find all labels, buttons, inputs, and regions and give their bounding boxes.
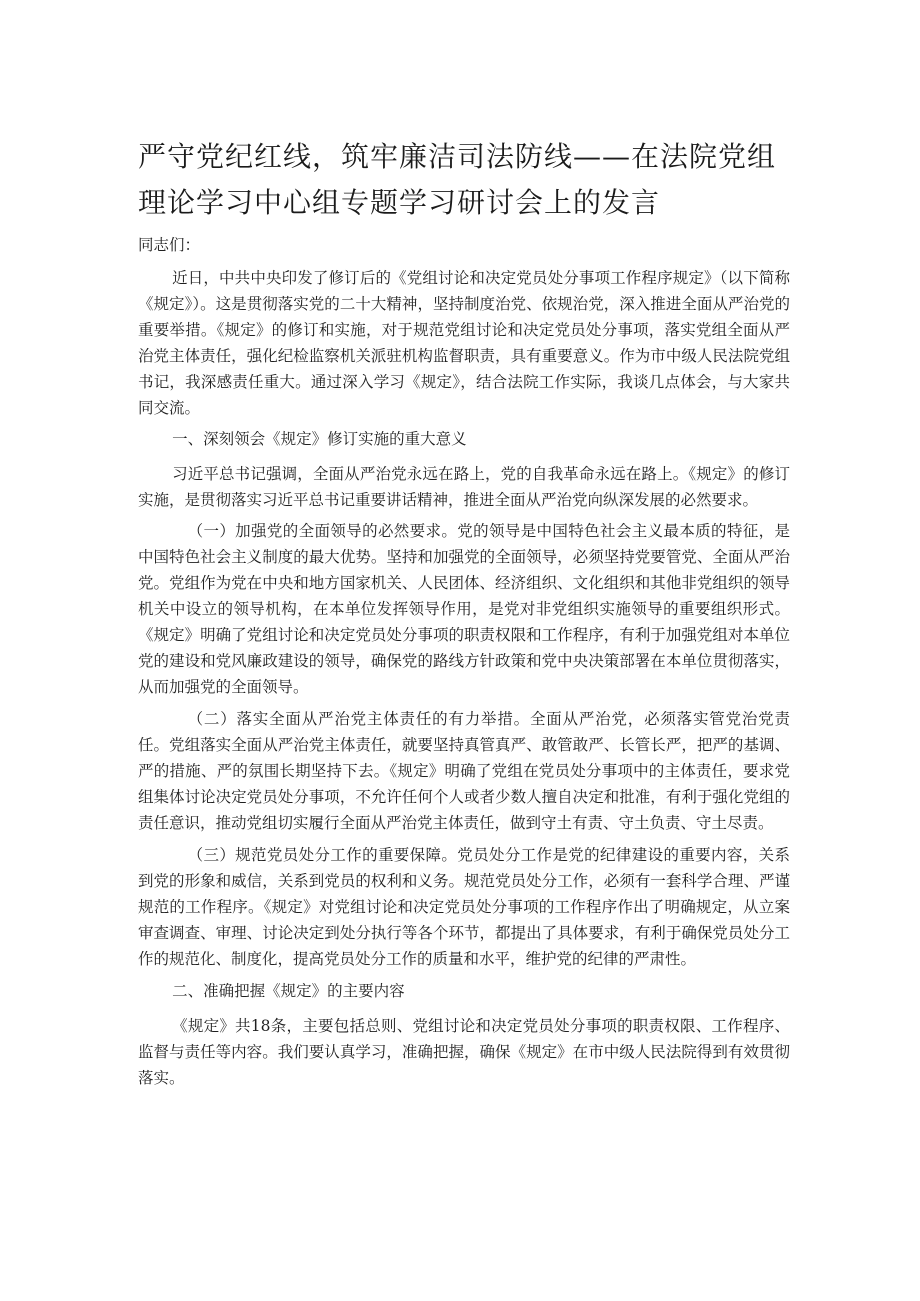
document-body <box>138 232 790 1096</box>
intro-paragraph: 近日，中共中央印发了修订后的《党组讨论和决定党员处分事项工作程序规定》（以下简称《规定》）。这是贯彻落实党的二十大精神，坚持制度治党、依规治党，深入推进全面从严治党的重要举措。《规定》的修订和实施，对于规范党组讨论和决定党员处分事项，落实党组全面从严治党主体责任，强化纪检监察机关派驻机构监督职责，具有重要意义。作为市中级人民法院党组书记，我深感责任重大。通过深入学习《规定》，结合法院工作实际，我谈几点体会，与大家共同交流。 <box>138 269 790 417</box>
section-heading-2: 二、准确把握《规定》的主要内容 <box>172 982 405 1000</box>
section-heading-1: 一、深刻领会《规定》修订实施的重大意义 <box>172 430 467 448</box>
document-title: 严守党纪红线，筑牢廉洁司法防线——在法院党组理论学习中心组专题学习研讨会上的发言 <box>138 140 777 219</box>
subsection-1-paragraph: （一）加强党的全面领导的必然要求。党的领导是中国特色社会主义最本质的特征，是中国特色社会主义制度的最大优势。坚持和加强党的全面领导，必须坚持党要管党、全面从严治党。党组作为党在中央和地方国家机关、人民团体、经济组织、文化组织和其他非党组织的领导机关中设立的领导机构，在本单位发挥领导作用，是党对非党组织实施领导的重要组织形式。《规定》明确了党组讨论和决定党员处分事项的职责权限和工作程序，有利于加强党组对本单位党的建设和党风廉政建设的领导，确保党的路线方针政策和党中央决策部署在本单位贯彻落实，从而加强党的全面领导。 <box>138 522 790 696</box>
subsection-3-paragraph: （三）规范党员处分工作的重要保障。党员处分工作是党的纪律建设的重要内容，关系到党的形象和威信，关系到党员的权利和义务。规范党员处分工作，必须有一套科学合理、严谨规范的工作程序。《规定》对党组讨论和决定党员处分事项的工作程序作出了明确规定，从立案审查调查、审理、讨论决定到处分执行等各个环节，都提出了具体要求，有利于确保党员处分工作的规范化、制度化，提高党员处分工作的质量和水平，维护党的纪律的严肃性。 <box>138 846 790 968</box>
salutation: 同志们： <box>138 236 201 254</box>
section-1-intro-paragraph: 习近平总书记强调，全面从严治党永远在路上，党的自我革命永远在路上。《规定》的修订实施，是贯彻落实习近平总书记重要讲话精神，推进全面从严治党向纵深发展的必然要求。 <box>138 465 790 509</box>
subsection-2-paragraph: （二）落实全面从严治党主体责任的有力举措。全面从严治党，必须落实管党治党责任。党组落实全面从严治党主体责任，就要坚持真管真严、敢管敢严、长管长严，把严的基调、严的措施、严的氛围长期坚持下去。《规定》明确了党组在党员处分事项中的主体责任，要求党组集体讨论决定党员处分事项，不允许任何个人或者少数人擅自决定和批准，有利于强化党组的责任意识，推动党组切实履行全面从严治党主体责任，做到守土有责、守土负责、守土尽责。 <box>138 710 790 832</box>
section-2-intro-paragraph: 《规定》共18条，主要包括总则、党组讨论和决定党员处分事项的职责权限、工作程序、监督与责任等内容。我们要认真学习，准确把握，确保《规定》在市中级人民法院得到有效贯彻落实。 <box>138 1017 790 1087</box>
